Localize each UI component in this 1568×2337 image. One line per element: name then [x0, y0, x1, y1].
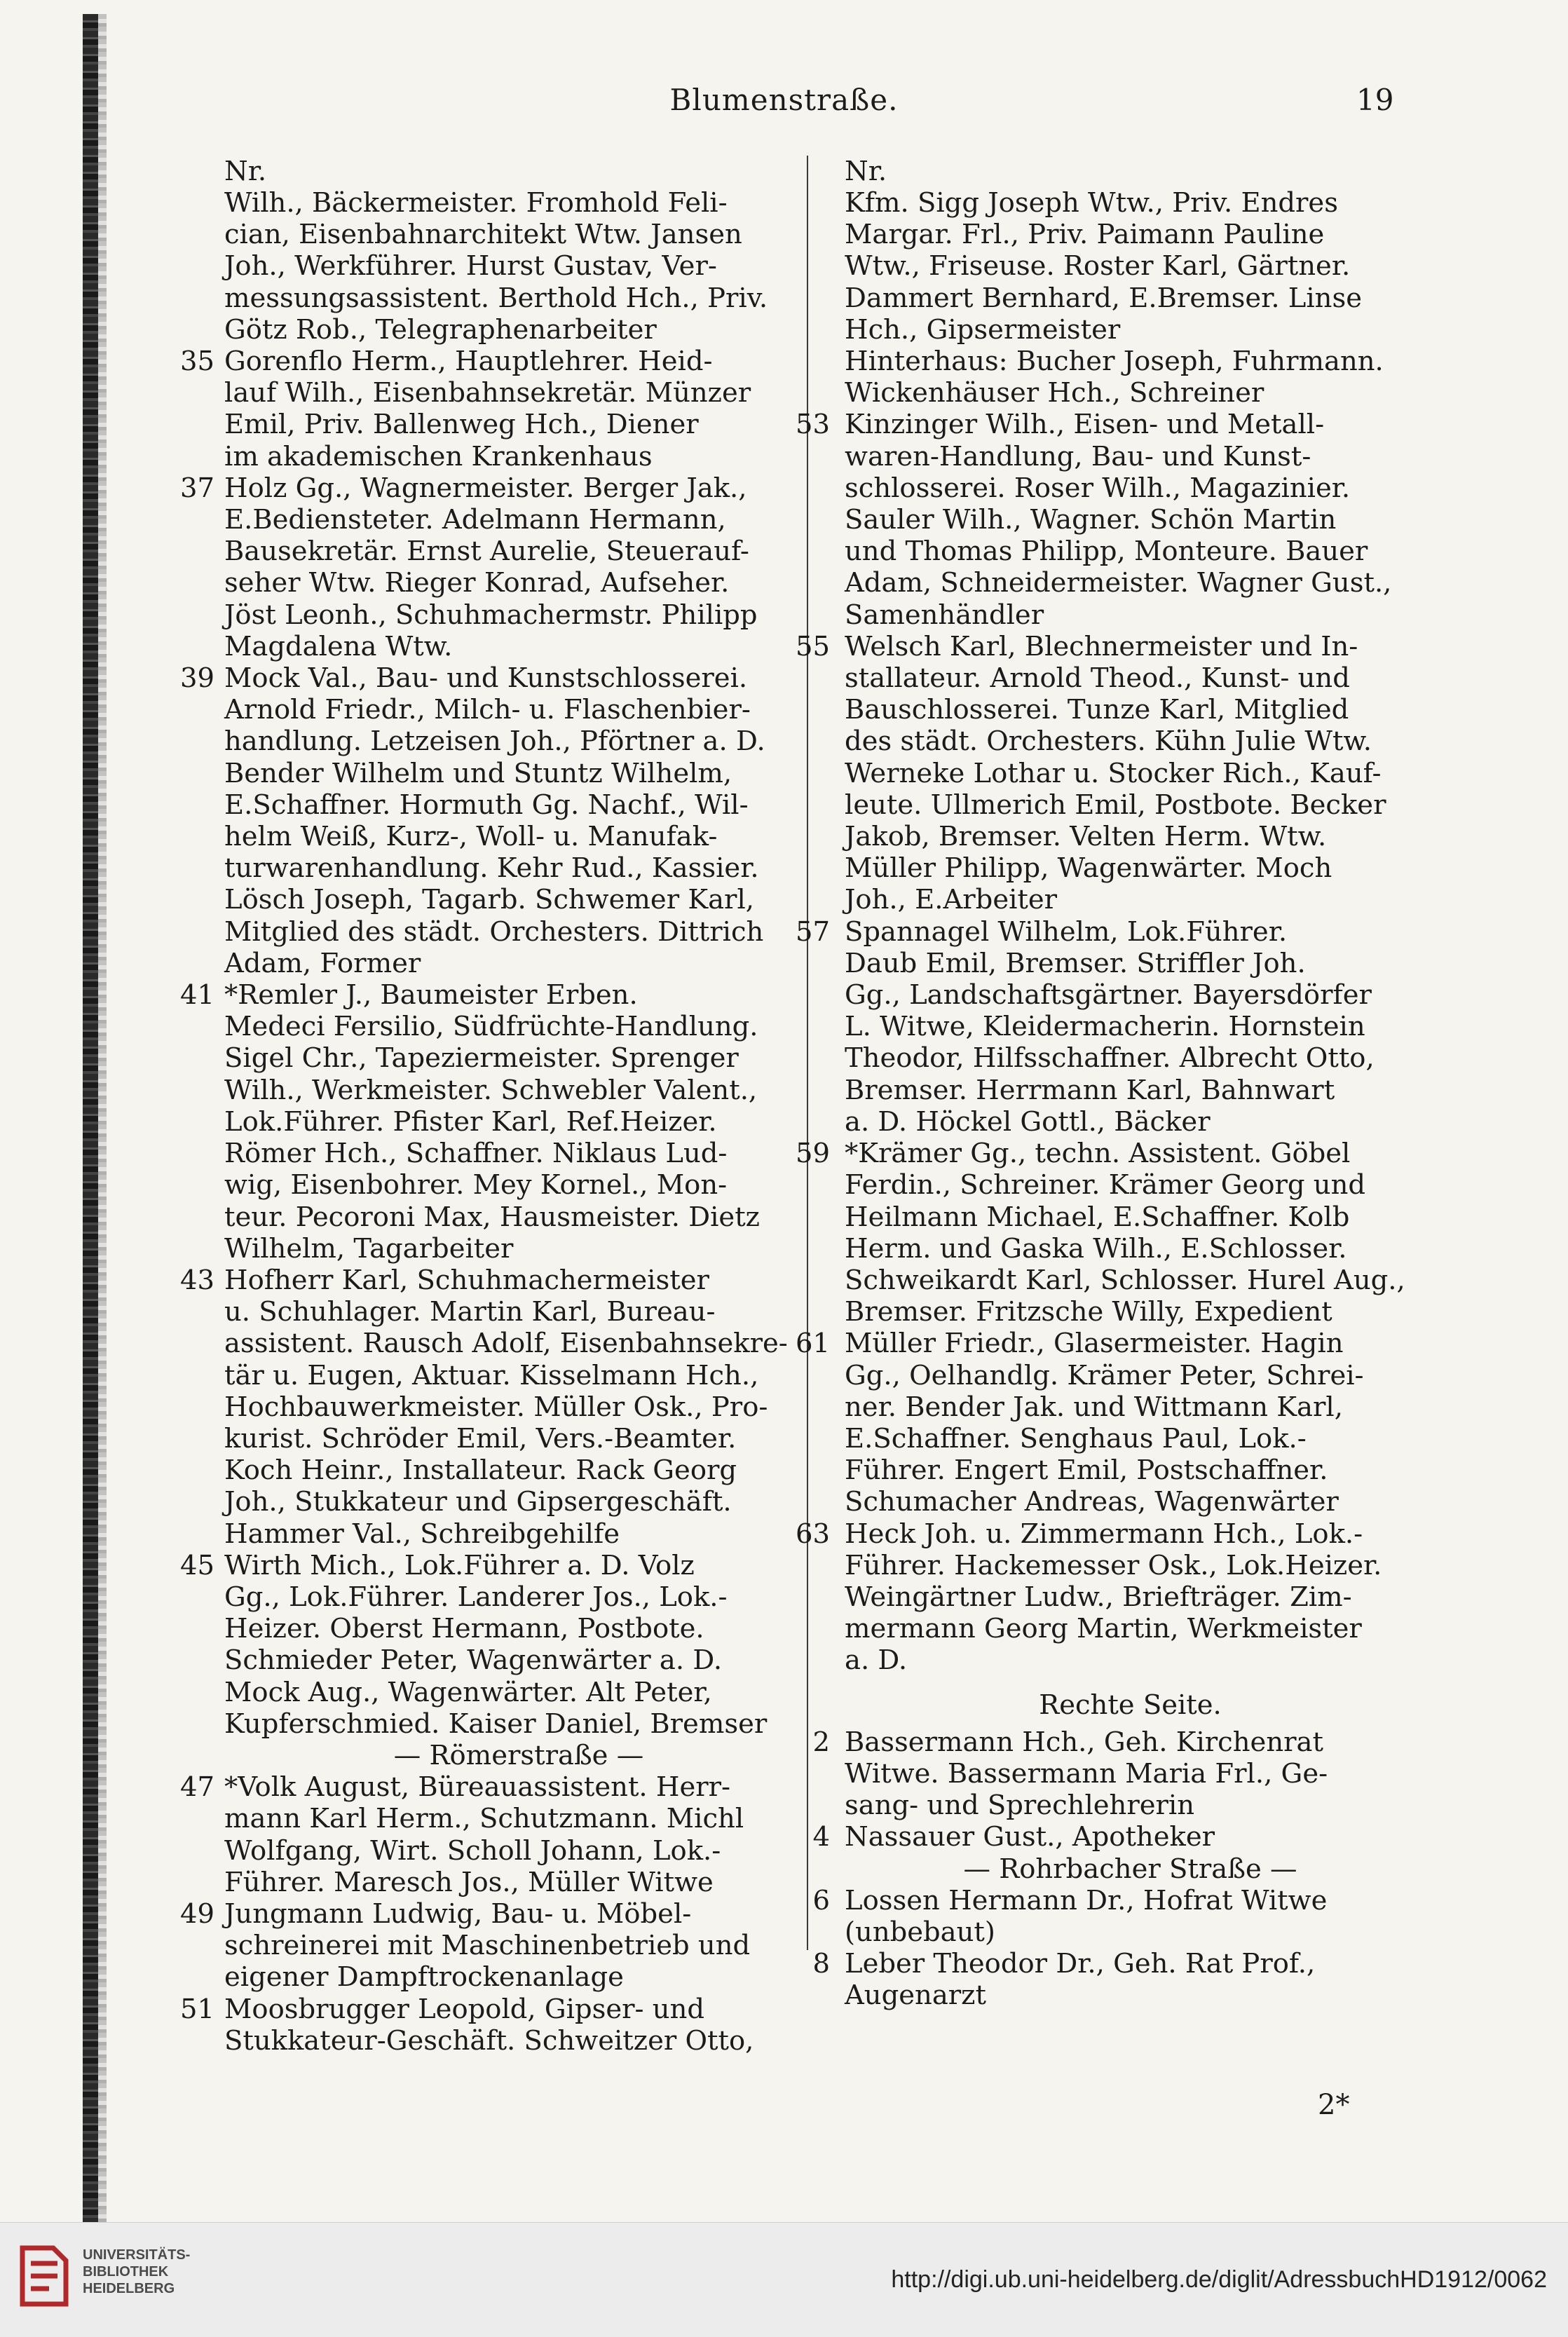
resident-line: Jakob, Bremser. Velten Herm. Wtw. — [845, 821, 1327, 853]
resident-line: turwarenhandlung. Kehr Rud., Kassier. — [224, 852, 759, 885]
resident-line: stallateur. Arnold Theod., Kunst- und — [845, 662, 1350, 695]
running-title: Blumenstraße. — [669, 83, 899, 117]
address-entry — [796, 630, 1416, 916]
resident-line: Koch Heinr., Installateur. Rack Georg — [224, 1454, 737, 1487]
house-number: 51 — [180, 1993, 214, 2025]
resident-line: eigener Dampftrockenanlage — [224, 1961, 624, 1994]
resident-line: Samenhändler — [845, 599, 1044, 631]
resident-line: Hochbauwerkmeister. Müller Osk., Pro- — [224, 1391, 768, 1423]
resident-line: a. D. Höckel Gottl., Bäcker — [845, 1105, 1211, 1138]
resident-line: Medeci Fersilio, Südfrüchte-Handlung. — [224, 1011, 758, 1043]
resident-line: E.Bediensteter. Adelmann Hermann, — [224, 504, 726, 536]
house-number: 57 — [796, 915, 830, 948]
house-number: 61 — [796, 1328, 830, 1360]
resident-line: Götz Rob., Telegraphenarbeiter — [224, 313, 657, 346]
house-number: 49 — [180, 1897, 214, 1930]
resident-line: Wirth Mich., Lok.Führer a. D. Volz — [224, 1549, 695, 1581]
page-number: 19 — [1356, 83, 1394, 117]
resident-line: Bauschlosserei. Tunze Karl, Mitglied — [845, 694, 1349, 726]
resident-line: des städt. Orchesters. Kühn Julie Wtw. — [845, 725, 1372, 758]
resident-line: Hofherr Karl, Schuhmachermeister — [224, 1264, 709, 1296]
house-number: 59 — [796, 1138, 830, 1170]
resident-line: Witwe. Bassermann Maria Frl., Ge- — [845, 1757, 1328, 1790]
section-heading: Rechte Seite. — [1039, 1689, 1222, 1721]
resident-line: cian, Eisenbahnarchitekt Wtw. Jansen — [224, 219, 742, 251]
resident-line: Wolfgang, Wirt. Scholl Johann, Lok.- — [224, 1834, 721, 1867]
address-entry — [180, 1771, 813, 1898]
address-entry — [224, 187, 813, 346]
resident-line: Bremser. Fritzsche Willy, Expedient — [845, 1296, 1332, 1328]
resident-line: Müller Friedr., Glasermeister. Hagin — [845, 1328, 1344, 1360]
address-entry — [796, 1328, 1416, 1518]
resident-line: Holz Gg., Wagnermeister. Berger Jak., — [224, 472, 747, 504]
resident-line: Hinterhaus: Bucher Joseph, Fuhrmann. — [845, 346, 1384, 378]
address-entry — [180, 1549, 813, 1740]
resident-line: sang- und Sprechlehrerin — [845, 1790, 1195, 1822]
house-number: 41 — [180, 979, 214, 1011]
resident-line: Spannagel Wilhelm, Lok.Führer. — [845, 915, 1288, 948]
house-number: 55 — [796, 630, 830, 662]
resident-line: Heilmann Michael, E.Schaffner. Kolb — [845, 1201, 1350, 1233]
resident-line: Sauler Wilh., Wagner. Schön Martin — [845, 504, 1337, 536]
resident-line: Stukkateur-Geschäft. Schweitzer Otto, — [224, 2024, 754, 2057]
resident-line: leute. Ullmerich Emil, Postbote. Becker — [845, 789, 1386, 821]
resident-line: Dammert Bernhard, E.Bremser. Linse — [845, 282, 1363, 314]
resident-line: Adam, Schneidermeister. Wagner Gust., — [845, 567, 1392, 599]
address-entry — [812, 1884, 1416, 1948]
resident-line: schreinerei mit Maschinenbetrieb und — [224, 1930, 751, 1962]
resident-line: und Thomas Philipp, Monteure. Bauer — [845, 536, 1368, 568]
resident-line: assistent. Rausch Adolf, Eisenbahnsekre- — [224, 1328, 788, 1360]
resident-line: Adam, Former — [224, 947, 421, 979]
resident-line: Kupferschmied. Kaiser Daniel, Bremser — [224, 1708, 768, 1740]
resident-line: Hammer Val., Schreibgehilfe — [224, 1518, 620, 1550]
address-entry — [845, 346, 1416, 409]
resident-line: Bremser. Herrmann Karl, Bahnwart — [845, 1074, 1335, 1106]
resident-line: Wilh., Bäckermeister. Fromhold Feli- — [224, 187, 728, 219]
resident-line: Kfm. Sigg Joseph Wtw., Priv. Endres — [845, 187, 1338, 219]
resident-line: Führer. Maresch Jos., Müller Witwe — [224, 1866, 714, 1898]
address-entry — [796, 1518, 1416, 1677]
address-entry — [796, 1138, 1416, 1328]
book-spine-shadow — [98, 14, 107, 2222]
resident-line: u. Schuhlager. Martin Karl, Bureau- — [224, 1296, 716, 1328]
house-number: 6 — [812, 1884, 830, 1916]
university-library-logo-icon — [15, 2242, 73, 2310]
street-subheading: — Rohrbacher Straße — — [963, 1853, 1297, 1885]
resident-line: Jungmann Ludwig, Bau- u. Möbel- — [224, 1897, 692, 1930]
resident-line: wig, Eisenbohrer. Mey Kornel., Mon- — [224, 1169, 728, 1201]
sheet-signature: 2* — [1318, 2089, 1350, 2121]
resident-line: Werneke Lothar u. Stocker Rich., Kauf- — [845, 757, 1382, 789]
resident-line: teur. Pecoroni Max, Hausmeister. Dietz — [224, 1201, 760, 1233]
resident-line: Emil, Priv. Ballenweg Hch., Diener — [224, 409, 699, 441]
right-column-heading: Nr. — [845, 156, 887, 187]
house-number: 43 — [180, 1264, 214, 1296]
resident-line: waren-Handlung, Bau- und Kunst- — [845, 440, 1311, 472]
resident-line: mermann Georg Martin, Werkmeister — [845, 1613, 1362, 1645]
source-url-link[interactable]: http://digi.ub.uni-heidelberg.de/diglit/AdressbuchHD1912/0062 — [891, 2266, 1547, 2293]
house-number: 8 — [812, 1948, 830, 1980]
resident-line: Joh., Stukkateur und Gipsergeschäft. — [224, 1486, 732, 1518]
resident-line: Bassermann Hch., Geh. Kirchenrat — [845, 1726, 1323, 1758]
book-spine-edge — [83, 14, 98, 2222]
resident-line: Gg., Landschaftsgärtner. Bayersdörfer — [845, 979, 1372, 1011]
address-entry — [812, 1726, 1416, 1822]
address-entry — [812, 1948, 1416, 2012]
resident-line: mann Karl Herm., Schutzmann. Michl — [224, 1803, 744, 1835]
resident-line: Lossen Hermann Dr., Hofrat Witwe — [845, 1884, 1328, 1916]
resident-line: kurist. Schröder Emil, Vers.-Beamter. — [224, 1422, 737, 1454]
resident-line: Wtw., Friseuse. Roster Karl, Gärtner. — [845, 250, 1351, 282]
resident-line: helm Weiß, Kurz-, Woll- u. Manufak- — [224, 821, 718, 853]
footer-bar — [0, 2222, 1568, 2337]
resident-line: Gg., Oelhandlg. Krämer Peter, Schrei- — [845, 1359, 1364, 1391]
address-entry — [180, 1897, 813, 1994]
library-name-line: HEIDELBERG — [83, 2281, 175, 2296]
resident-line: Mock Val., Bau- und Kunstschlosserei. — [224, 662, 748, 695]
resident-line: Müller Philipp, Wagenwärter. Moch — [845, 852, 1332, 885]
resident-line: Kinzinger Wilh., Eisen- und Metall- — [845, 409, 1325, 441]
resident-line: Lösch Joseph, Tagarb. Schwemer Karl, — [224, 884, 755, 916]
house-number: 35 — [180, 346, 214, 378]
resident-line: Heck Joh. u. Zimmermann Hch., Lok.- — [845, 1518, 1363, 1550]
resident-line: Nassauer Gust., Apotheker — [845, 1821, 1215, 1853]
house-number: 63 — [796, 1518, 830, 1550]
resident-line: Schumacher Andreas, Wagenwärter — [845, 1486, 1339, 1518]
resident-line: Leber Theodor Dr., Geh. Rat Prof., — [845, 1948, 1316, 1980]
house-number: 37 — [180, 472, 214, 504]
address-entry — [180, 979, 813, 1265]
left-column — [180, 156, 813, 2057]
resident-line: Arnold Friedr., Milch- u. Flaschenbier- — [224, 694, 751, 726]
right-column — [796, 156, 1416, 2012]
resident-line: L. Witwe, Kleidermacherin. Hornstein — [845, 1011, 1365, 1043]
resident-line: Jöst Leonh., Schuhmachermstr. Philipp — [224, 599, 758, 631]
resident-line: (unbebaut) — [845, 1916, 995, 1948]
resident-line: *Krämer Gg., techn. Assistent. Göbel — [845, 1138, 1351, 1170]
resident-line: tär u. Eugen, Aktuar. Kisselmann Hch., — [224, 1359, 759, 1391]
resident-line: Weingärtner Ludw., Briefträger. Zim- — [845, 1581, 1352, 1613]
resident-line: Wickenhäuser Hch., Schreiner — [845, 377, 1264, 409]
resident-line: *Volk August, Büreauassistent. Herr- — [224, 1771, 731, 1804]
library-name-line: UNIVERSITÄTS- — [83, 2247, 191, 2263]
resident-line: Bender Wilhelm und Stuntz Wilhelm, — [224, 757, 732, 789]
resident-line: Joh., E.Arbeiter — [845, 884, 1058, 916]
resident-line: Lok.Führer. Pfister Karl, Ref.Heizer. — [224, 1105, 717, 1138]
resident-line: Führer. Hackemesser Osk., Lok.Heizer. — [845, 1549, 1382, 1581]
house-number: 2 — [812, 1726, 830, 1758]
resident-line: Augenarzt — [845, 1980, 986, 2012]
house-number: 39 — [180, 662, 214, 695]
resident-line: Römer Hch., Schaffner. Niklaus Lud- — [224, 1138, 728, 1170]
resident-line: E.Schaffner. Hormuth Gg. Nachf., Wil- — [224, 789, 749, 821]
resident-line: Mock Aug., Wagenwärter. Alt Peter, — [224, 1676, 712, 1708]
address-entry — [180, 1264, 813, 1550]
resident-line: handlung. Letzeisen Joh., Pförtner a. D. — [224, 725, 765, 758]
resident-line: Heizer. Oberst Hermann, Postbote. — [224, 1613, 704, 1645]
resident-line: Daub Emil, Bremser. Striffler Joh. — [845, 947, 1306, 979]
resident-line: Welsch Karl, Blechnermeister und In- — [845, 630, 1358, 662]
resident-line: Schmieder Peter, Wagenwärter a. D. — [224, 1644, 723, 1677]
resident-line: schlosserei. Roser Wilh., Magazinier. — [845, 472, 1351, 504]
address-entry — [796, 915, 1416, 1138]
address-entry — [845, 187, 1416, 346]
library-name-line: BIBLIOTHEK — [83, 2264, 169, 2280]
resident-line: lauf Wilh., Eisenbahnsekretär. Münzer — [224, 377, 751, 409]
resident-line: Moosbrugger Leopold, Gipser- und — [224, 1993, 705, 2025]
resident-line: Joh., Werkführer. Hurst Gustav, Ver- — [224, 250, 717, 282]
resident-line: *Remler J., Baumeister Erben. — [224, 979, 638, 1011]
house-number: 53 — [796, 409, 830, 441]
address-entry — [180, 472, 813, 662]
street-subheading: — Römerstraße — — [393, 1739, 644, 1771]
left-column-heading: Nr. — [224, 156, 267, 187]
resident-line: Theodor, Hilfsschaffner. Albrecht Otto, — [845, 1042, 1375, 1075]
resident-line: Margar. Frl., Priv. Paimann Pauline — [845, 219, 1325, 251]
resident-line: im akademischen Krankenhaus — [224, 440, 653, 472]
resident-line: Magdalena Wtw. — [224, 630, 453, 662]
resident-line: Wilhelm, Tagarbeiter — [224, 1232, 514, 1265]
house-number: 47 — [180, 1771, 214, 1804]
address-entry — [180, 662, 813, 979]
resident-line: ner. Bender Jak. und Wittmann Karl, — [845, 1391, 1343, 1423]
resident-line: E.Schaffner. Senghaus Paul, Lok.- — [845, 1422, 1307, 1454]
resident-line: Führer. Engert Emil, Postschaffner. — [845, 1454, 1328, 1487]
resident-line: Mitglied des städt. Orchesters. Dittrich — [224, 915, 764, 948]
resident-line: Schweikardt Karl, Schlosser. Hurel Aug., — [845, 1264, 1405, 1296]
resident-line: Wilh., Werkmeister. Schwebler Valent., — [224, 1074, 758, 1106]
resident-line: seher Wtw. Rieger Konrad, Aufseher. — [224, 567, 730, 599]
resident-line: Gg., Lok.Führer. Landerer Jos., Lok.- — [224, 1581, 728, 1613]
resident-line: messungsassistent. Berthold Hch., Priv. — [224, 282, 768, 314]
resident-line: Herm. und Gaska Wilh., E.Schlosser. — [845, 1232, 1347, 1265]
resident-line: Hch., Gipsermeister — [845, 313, 1121, 346]
resident-line: a. D. — [845, 1644, 908, 1677]
resident-line: Ferdin., Schreiner. Krämer Georg und — [845, 1169, 1366, 1201]
resident-line: Bausekretär. Ernst Aurelie, Steuerauf- — [224, 536, 749, 568]
library-name — [83, 2247, 190, 2297]
address-entry — [180, 1993, 813, 2057]
house-number: 4 — [812, 1821, 830, 1853]
resident-line: Sigel Chr., Tapeziermeister. Sprenger — [224, 1042, 739, 1075]
house-number: 45 — [180, 1549, 214, 1581]
address-entry — [796, 409, 1416, 631]
resident-line: Gorenflo Herm., Hauptlehrer. Heid- — [224, 346, 713, 378]
address-entry — [812, 1821, 1416, 1853]
address-entry — [180, 346, 813, 472]
